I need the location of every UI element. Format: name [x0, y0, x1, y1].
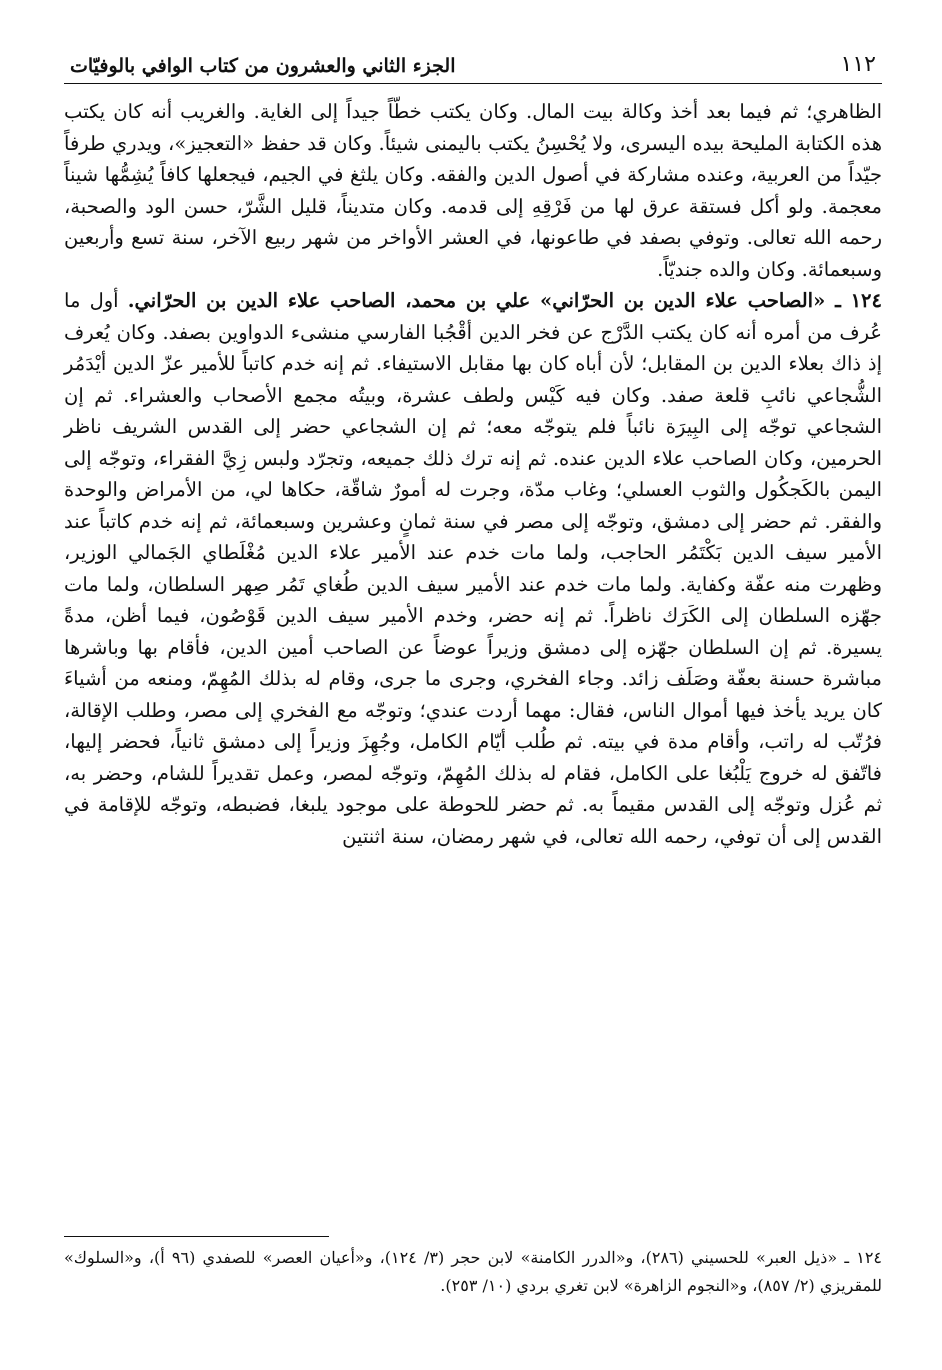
page-header: [64, 40, 882, 84]
footnotes: [64, 1244, 882, 1300]
entry-body: أول ما عُرف من أمره أنه كان يكتب الدَّرْج عن فخر الدين أقْجُبا الفارسي منشىء الدواوين بصفد. وكان يُعرف إذ ذاك بعلاء الدين بن المقابل؛ لأن أباه كان بها مقابل الاستيفاء. ثم إنه خدم كاتباً للأمير عزّ الدين أيْدَمُر الشُّجاعي نائبِ قلعة صفد. وكان فيه كَيْس ولطف عشرة، وبيتُه مجمع الأصحاب والعشراء. ثم إن الشجاعي توجّه إلى البِيرَة نائباً فلم يتوجّه معه؛ ثم إن الشجاعي حضر إلى القدس الشريف ناظر الحرمين، وكان الصاحب علاء الدين عنده. ثم إنه ترك ذلك جميعه، وتجرّد ولبس زِيَّ الفقراء، وتوجّه إلى اليمن بالكَجكُول والثوب العسلي؛ وغاب مدّة، وجرت له أمورٌ شاقّة، حكاها لي، من الأمراض والوحدة والفقر. ثم حضر إلى دمشق، وتوجّه إلى مصر في سنة ثمانٍ وعشرين وسبعمائة، ثم إنه خدم كاتباً عند الأمير سيف الدين بَكْتَمُر الحاجب، ولما مات خدم عند الأمير علاء الدين مُغْلَطاي الجَمالي الوزير، وظهرت منه عفّة وكفاية. ولما مات خدم عند الأمير سيف الدين طُغاي تَمُر صِهر السلطان، ولما مات جهّزه السلطان إلى الكَرَك ناظراً. ثم إنه حضر، وخدم الأمير سيف الدين قَوْصُون، فيما أظن، مدةً يسيرة. ثم إن السلطان جهّزه إلى دمشق وزيراً عوضاً عن الصاحب أمين الدين، فأقام بها وباشرها مباشرة حسنة بعفّة وصَلَف زائد. وجاء الفخري، وجرى ما جرى، وقام له بذلك المُهِمّ، ومنعه من أشياءَ كان يريد يأخذ فيها أموال الناس، فقال: مهما أردت عندي؛ وتوجّه مع الفخري إلى مصر، وطلب الإقالة، فرُتّب له راتب، وأقام مدة في بيته. ثم طُلب أيّام الكامل، وجُهِزَ وزيراً إلى دمشق ثانياً، فحضر إليها، فاتّفق له خروج يَلْبُغا على الكامل، فقام له بذلك المُهِمّ، وتوجّه لمصر، وعمل تقديراً للشام، وحضر به، ثم عُزل وتوجّه إلى القدس مقيماً به. ثم حضر للحوطة على موجود يلبغا، فضبطه، وتوجّه للإقامة في القدس إلى أن توفي، رحمه الله تعالى، في شهر رمضان، سنة اثنتين: [64, 289, 882, 848]
running-title: الجزء الثاني والعشرون من كتاب الوافي بالوفيّات: [70, 55, 456, 77]
book-page: [64, 40, 882, 852]
entry-124: [64, 285, 882, 852]
footnote-divider: [64, 1236, 329, 1237]
page-number: ١١٢: [840, 52, 876, 77]
footnote-124: ١٢٤ ـ «ذيل العبر» للحسيني (٢٨٦)، و«الدرر الكامنة» لابن حجر (٣/ ١٢٤)، و«أعيان العصر» للصفدي (٩٦ أ)، و«السلوك» للمقريزي (٢/ ٨٥٧)، و«النجوم الزاهرة» لابن تغري بردي (١٠/ ٢٥٣).: [64, 1248, 883, 1295]
paragraph-previous-entry: الظاهري؛ ثم فيما بعد أخذ وكالة بيت المال. وكان يكتب خطّاً جيداً إلى الغاية. والغريب أنه كان يكتب هذه الكتابة المليحة بيده اليسرى، ولا يُحْسِنُ يكتب باليمنى شيئاً. وكان قد حفظ «التعجيز»، ويدري طرفاً جيّداً من العربية، وعنده مشاركة في أصول الدين والفقه. وكان يلثغ في الجيم، فيجعلها كافاً يُشِمُّها شيناً معجمة. ولو أكل فستقة عرق لها من فَرْقِهِ إلى قدمه. وكان متديناً، قليل الشَّرّ، حسن الود والصحبة، رحمه الله تعالى. وتوفي بصفد في طاعونها، في العشر الأواخر من شهر ربيع الآخر، سنة تسع وأربعين وسبعمائة. وكان والده جنديّاً.: [64, 100, 882, 281]
entry-title: ١٢٤ ـ «الصاحب علاء الدين بن الحرّاني» علي بن محمد، الصاحب علاء الدين بن الحرّاني.: [127, 289, 882, 312]
main-text: [64, 96, 882, 852]
